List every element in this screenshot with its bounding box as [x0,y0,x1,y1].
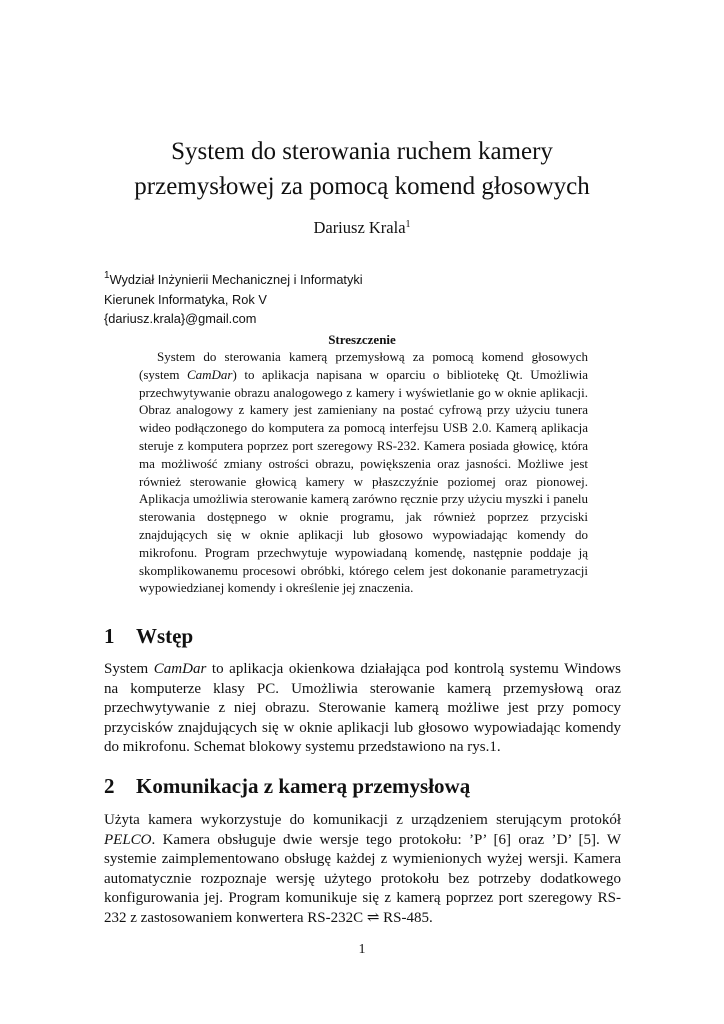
abstract-text-part-1: System do sterowania kamerą przemysłową za pomocą komend głosowych (system [139,349,588,382]
title-line-2: przemysłowej za pomocą komend głosowych [134,173,590,200]
affiliation-block [104,270,624,329]
section-number: 1 [104,624,115,648]
section-1-text-part-2: to aplikacja okienkowa działająca pod kontrolą systemu Windows na komputerze klasy PC. Umożliwia sterowanie kamerą przemysłową oraz przechwytywanie z niej obrazu. Sterowanie kamerą możliwe jest przy pomocy przycisków znajdujących się w oknie aplikacji lub głosowo wypowiadając komendy do mikrofonu. Schemat blokowy systemu przedstawiono na rys.1. [104,661,621,756]
affiliation-line-2: Kierunek Informatyka, Rok V [104,291,267,307]
section-1-paragraph [104,660,621,758]
section-heading-1 [104,622,193,650]
affiliation-line-1 [104,270,624,290]
paper-title [0,134,724,204]
author-line [0,217,724,239]
section-title: Wstęp [136,624,194,648]
abstract-system-name: CamDar [186,366,233,382]
section-title: Komunikacja z kamerą przemysłową [136,774,471,798]
title-line-1: System do sterowania ruchem kamery [171,138,553,165]
section-1-text-part-1: System [104,661,154,677]
affiliation-mark: 1 [104,270,110,281]
page-number: 1 [358,942,366,957]
section-2-text-part-2: . Kamera obsługuje dwie wersje tego protokołu: ’P’ [6] oraz ’D’ [5]. W systemie zaimplementowano obsługę każdej z wymienionych wyżej wersji. Kamera automatycznie rozpoznaje wersję użytego protokołu bez potrzeby dodatkowego konfigurowania jej. Program komunikuje się z kamerą poprzez port szeregowy RS-232 z zastosowaniem konwertera RS-232C ⇌ RS-485. [104,831,621,926]
author-name: Dariusz Krala [313,218,406,237]
section-2-text-part-1: Użyta kamera wykorzystuje do komunikacji z urządzeniem sterującym protokół [104,812,621,828]
abstract-text-part-2: ) to aplikacja napisana w oparciu o bibliotekę Qt. Umożliwia przechwytywanie obrazu analogowego z kamery i wyświetlanie go w oknie aplikacji. Obraz analogowy z kamery jest zamieniany na postać cyfrową przy użyciu tunera wideo podłączonego do komputera za pomocą interfejsu USB 2.0. Kamerą aplikacja steruje z komputera poprzez port szeregowy RS-232. Kamera posiada głowicę, która ma możliwość zmiany ostrości obrazu, powiększenia oraz jasności. Możliwe jest również sterowanie głowicą kamery w płaszczyźnie poziomej oraz pionowej. Aplikacja umożliwia sterowanie kamerą zarówno ręcznie przy użyciu myszki i panelu sterowania dostępnego w oknie programu, jak również poprzez przyciski znajdujących się w oknie aplikacji lub głosowo wypowiadając komendy do mikrofonu. Program przechwytuje wypowiadaną komendę, następnie poddaje ją skomplikowanemu procesowi obróbki, którego celem jest dokonanie parametryzacji wypowiedzianej komendy i określenie jej znaczenia. [139,366,588,596]
affiliation-institute: Wydział Inżynierii Mechanicznej i Informatyki [109,272,363,287]
section-heading-2 [104,772,470,800]
section-2-paragraph [104,811,621,929]
section-1-system-name: CamDar [153,661,207,677]
section-number: 2 [104,774,115,798]
abstract-heading: Streszczenie [328,332,396,347]
abstract-paragraph [139,348,588,597]
affiliation-email: {dariusz.krala}@gmail.com [104,311,257,326]
section-2-protocol-name: PELCO [104,831,152,848]
abstract-body [139,348,588,597]
author-affiliation-mark: 1 [405,219,411,230]
